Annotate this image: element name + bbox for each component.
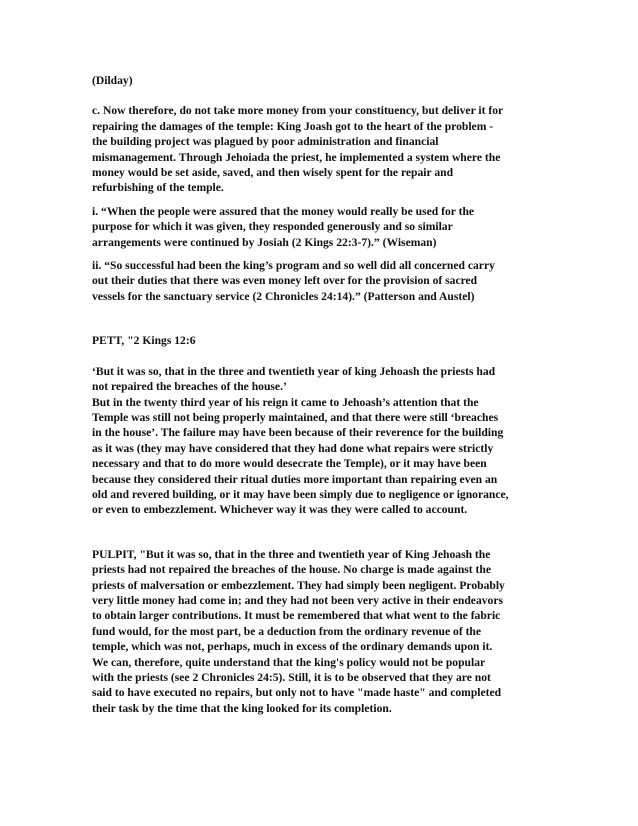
text-line: repairing the damages of the temple: King Joash got to the heart of the problem - xyxy=(92,119,494,133)
text-line: old and revered building, or it may have been simply due to negligence or ignorance, xyxy=(92,487,509,501)
text-line: But in the twenty third year of his reign it came to Jehoash’s attention that the xyxy=(92,395,479,409)
paragraph-pulpit xyxy=(92,547,552,716)
text-line: fund would, for the most part, be a deduction from the ordinary revenue of the xyxy=(92,624,482,638)
text-line: i. “When the people were assured that the money would really be used for the xyxy=(92,204,475,218)
text-line: mismanagement. Through Jehoiada the priest, he implemented a system where the xyxy=(92,150,501,164)
text-line: refurbishing of the temple. xyxy=(92,181,224,195)
text-line: ‘But it was so, that in the three and twentieth year of king Jehoash the priests had xyxy=(92,364,496,378)
text-line: priests of malversation or embezzlement. They had simply been negligent. Probably xyxy=(92,578,505,592)
text-line: to obtain larger contributions. It must be remembered that what went to the fabric xyxy=(92,609,501,623)
text-line: money would be set aside, saved, and then wisely spent for the repair and xyxy=(92,166,454,180)
text-line: said to have executed no repairs, but only not to have "made haste" and completed xyxy=(92,686,502,700)
text-line: the building project was plagued by poor administration and financial xyxy=(92,135,439,149)
paragraph-i xyxy=(92,204,552,250)
text-line: PETT, "2 Kings 12:6 xyxy=(92,334,196,348)
text-line: We can, therefore, quite understand that the king's policy would not be popular xyxy=(92,655,486,669)
text-line: their task by the time that the king looked for its completion. xyxy=(92,701,392,715)
text-line: temple, which was not, perhaps, much in excess of the ordinary demands upon it. xyxy=(92,640,493,654)
text-line: PULPIT, "But it was so, that in the three and twentieth year of King Jehoash the xyxy=(92,547,491,561)
text-line: as it was (they may have considered that they had done what repairs were strictly xyxy=(92,441,494,455)
pett-heading xyxy=(92,333,552,348)
source-dilday xyxy=(92,73,552,88)
text-line: not repaired the breaches of the house.’ xyxy=(92,380,287,394)
paragraph-ii xyxy=(92,258,552,304)
paragraph-c xyxy=(92,103,552,195)
text-line: necessary and that to do more would desecrate the Temple), or it may have been xyxy=(92,457,487,471)
text-line: purpose for which it was given, they responded generously and so similar xyxy=(92,220,453,234)
text-line: arrangements were continued by Josiah (2 Kings 22:3-7).” (Wiseman) xyxy=(92,235,437,249)
text-line: out their duties that there was even money left over for the provision of sacred xyxy=(92,274,478,288)
text-line: because they considered their ritual duties more important than repairing even an xyxy=(92,472,498,486)
text-line: very little money had come in; and they had not been very active in their endeavors xyxy=(92,593,504,607)
paragraph-pett xyxy=(92,364,552,518)
text-line: Temple was still not being properly maintained, and that there were still ‘breaches xyxy=(92,410,499,424)
document-body xyxy=(92,73,552,716)
text-line: vessels for the sanctuary service (2 Chronicles 24:14).” (Patterson and Austel) xyxy=(92,289,475,303)
text-line: or even to embezzlement. Whichever way it was they were called to account. xyxy=(92,503,468,517)
text-line: priests had not repaired the breaches of the house. No charge is made against the xyxy=(92,563,492,577)
text-line: ii. “So successful had been the king’s program and so well did all concerned carry xyxy=(92,259,495,273)
text-line: (Dilday) xyxy=(92,74,133,87)
text-line: c. Now therefore, do not take more money from your constituency, but deliver it for xyxy=(92,104,504,118)
text-line: with the priests (see 2 Chronicles 24:5). Still, it is to be observed that they are not xyxy=(92,671,491,684)
text-line: in the house’. The failure may have been because of their reverence for the building xyxy=(92,426,504,440)
